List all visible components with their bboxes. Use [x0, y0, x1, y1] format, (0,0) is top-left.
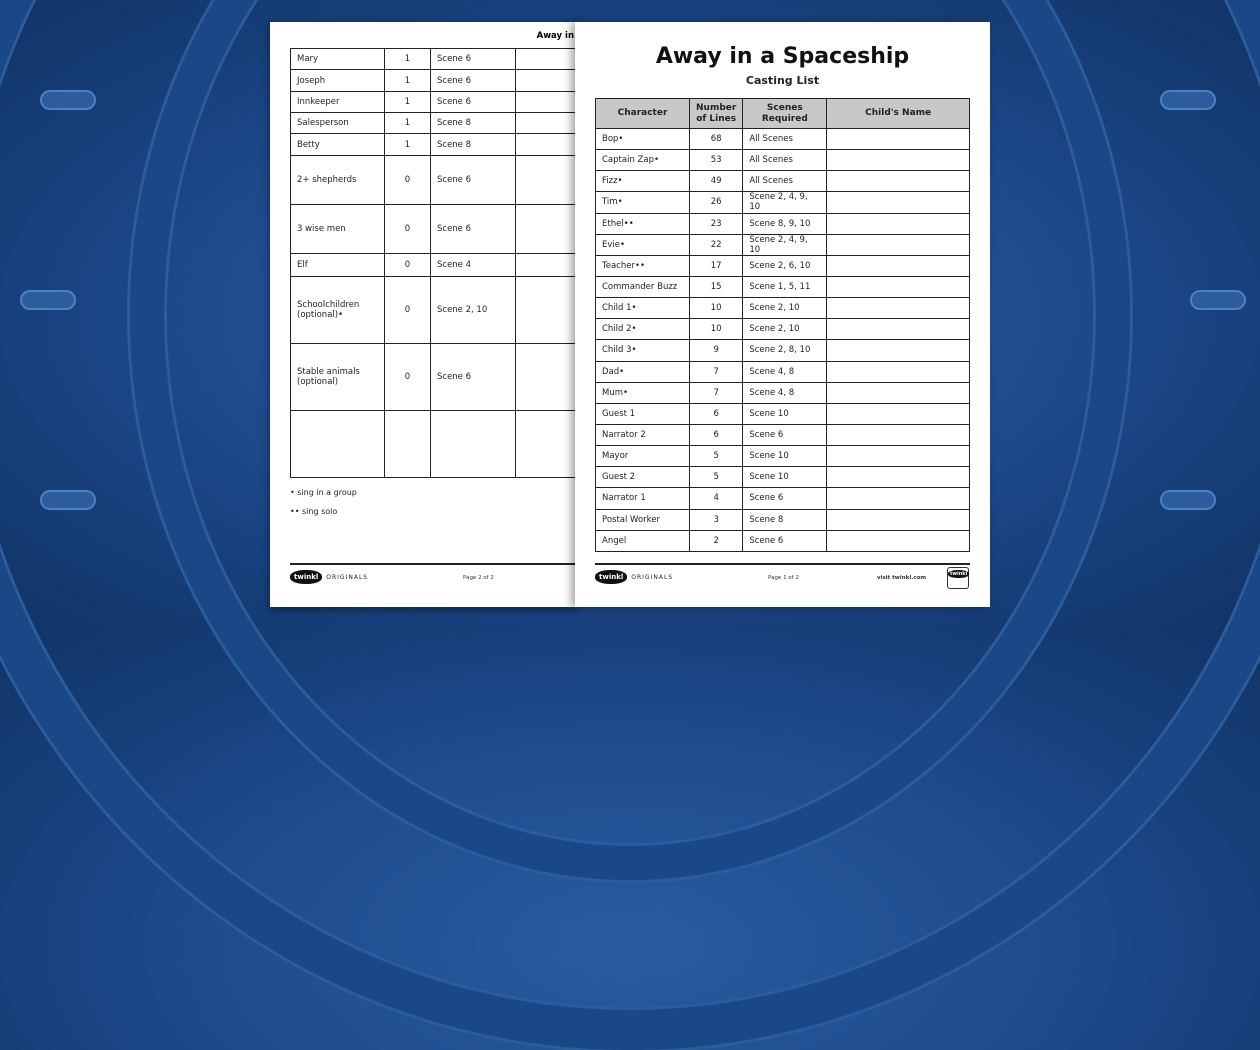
cell-lines: 5	[690, 467, 743, 488]
cell-scenes: Scene 8	[743, 509, 827, 530]
cell-scenes: Scene 6	[431, 49, 516, 70]
cell-character: Child 1•	[596, 298, 690, 319]
table-row	[291, 411, 577, 478]
cell-scenes: Scene 4, 8	[743, 361, 827, 382]
casting-table	[595, 98, 970, 552]
badge-text: twinkl	[950, 571, 968, 577]
cell-childs-name[interactable]	[827, 234, 970, 255]
cell-lines: 22	[690, 234, 743, 255]
cell-character: Bop•	[596, 129, 690, 150]
cell-scenes: Scene 8	[431, 113, 516, 134]
cell-scenes: Scene 2, 8, 10	[743, 340, 827, 361]
table-row	[596, 192, 970, 213]
table-row	[596, 171, 970, 192]
cell-lines: 23	[690, 213, 743, 234]
table-row	[596, 509, 970, 530]
table-row	[596, 234, 970, 255]
cell-character: Mary	[291, 49, 385, 70]
cell-childs-name[interactable]	[516, 92, 577, 113]
table-row	[596, 446, 970, 467]
cell-scenes: All Scenes	[743, 129, 827, 150]
cell-lines: 17	[690, 255, 743, 276]
cell-childs-name[interactable]	[827, 424, 970, 445]
cell-lines: 1	[385, 92, 431, 113]
table-row	[291, 205, 577, 254]
cell-childs-name[interactable]	[827, 488, 970, 509]
originals-text: ORIGINALS	[631, 573, 674, 581]
cell-childs-name[interactable]	[516, 156, 577, 205]
cell-childs-name[interactable]	[827, 403, 970, 424]
cell-childs-name[interactable]	[827, 171, 970, 192]
cell-lines: 6	[690, 424, 743, 445]
originals-text: ORIGINALS	[326, 573, 369, 581]
cell-childs-name[interactable]	[827, 361, 970, 382]
table-row	[596, 340, 970, 361]
cell-lines: 0	[385, 156, 431, 205]
logo-text: twinkl	[595, 570, 627, 584]
table-row	[291, 113, 577, 134]
page-2	[270, 22, 576, 607]
cell-lines: 10	[690, 319, 743, 340]
cell-character: Child 3•	[596, 340, 690, 361]
cell-childs-name[interactable]	[827, 319, 970, 340]
table-row	[291, 254, 577, 277]
key-group: • sing in a group	[290, 488, 357, 497]
table-row	[596, 424, 970, 445]
table-row	[596, 298, 970, 319]
cell-scenes: Scene 2, 6, 10	[743, 255, 827, 276]
table-row	[596, 530, 970, 551]
cell-character: Teacher••	[596, 255, 690, 276]
cell-childs-name[interactable]	[516, 70, 577, 92]
cell-childs-name[interactable]	[827, 382, 970, 403]
logo-text: twinkl	[290, 570, 322, 584]
cell-scenes: Scene 4	[431, 254, 516, 277]
cell-lines: 1	[385, 134, 431, 156]
footer-divider	[290, 563, 576, 565]
cell-lines: 26	[690, 192, 743, 213]
cell-lines: 0	[385, 344, 431, 411]
cell-character: Mum•	[596, 382, 690, 403]
cell-lines: 9	[690, 340, 743, 361]
cell-lines: 1	[385, 49, 431, 70]
cell-scenes	[431, 411, 516, 478]
cell-scenes: Scene 6	[431, 70, 516, 92]
cell-character: Betty	[291, 134, 385, 156]
cell-childs-name[interactable]	[827, 213, 970, 234]
cell-lines: 6	[690, 403, 743, 424]
cell-scenes: Scene 6	[431, 156, 516, 205]
page-1	[575, 22, 990, 607]
cell-character: Guest 1	[596, 403, 690, 424]
column-header-scenes: Scenes Required	[743, 99, 827, 129]
cell-character: Joseph	[291, 70, 385, 92]
cell-scenes: Scene 2, 10	[743, 298, 827, 319]
cell-character: Dad•	[596, 361, 690, 382]
cell-scenes: Scene 2, 10	[743, 319, 827, 340]
cell-lines: 7	[690, 361, 743, 382]
cell-lines: 2	[690, 530, 743, 551]
twinkl-originals-logo	[290, 570, 368, 584]
cell-lines: 49	[690, 171, 743, 192]
cell-character: Child 2•	[596, 319, 690, 340]
table-row	[291, 344, 577, 411]
cell-scenes: Scene 6	[431, 92, 516, 113]
cell-lines: 0	[385, 205, 431, 254]
cell-lines: 0	[385, 254, 431, 277]
cell-character: 3 wise men	[291, 205, 385, 254]
cell-childs-name[interactable]	[827, 255, 970, 276]
table-row	[596, 129, 970, 150]
cell-childs-name[interactable]	[827, 192, 970, 213]
table-row	[291, 156, 577, 205]
cell-childs-name[interactable]	[516, 254, 577, 277]
table-row	[291, 277, 577, 344]
document-title: Away in a Spaceship	[655, 44, 910, 69]
table-row	[596, 382, 970, 403]
cell-scenes: Scene 8	[431, 134, 516, 156]
cell-scenes: Scene 2, 4, 9, 10	[743, 192, 827, 213]
cell-scenes: Scene 2, 4, 9, 10	[743, 234, 827, 255]
twinkl-originals-logo	[595, 570, 673, 584]
document-subtitle: Casting List	[745, 74, 820, 87]
table-row	[596, 319, 970, 340]
cell-scenes: Scene 6	[743, 530, 827, 551]
page-header: Away in	[536, 31, 574, 41]
cell-character: Commander Buzz	[596, 276, 690, 297]
cell-character: Fizz•	[596, 171, 690, 192]
table-row	[596, 213, 970, 234]
table-row	[596, 255, 970, 276]
cell-scenes: Scene 2, 10	[431, 277, 516, 344]
table-row	[596, 403, 970, 424]
cell-character: 2+ shepherds	[291, 156, 385, 205]
cell-childs-name[interactable]	[516, 411, 577, 478]
cell-lines: 5	[690, 446, 743, 467]
table-row	[291, 49, 577, 70]
cell-character: Elf	[291, 254, 385, 277]
cell-scenes: All Scenes	[743, 171, 827, 192]
cell-scenes: Scene 6	[431, 205, 516, 254]
cell-character: Postal Worker	[596, 509, 690, 530]
cell-scenes: Scene 8, 9, 10	[743, 213, 827, 234]
cell-scenes: All Scenes	[743, 150, 827, 171]
table-row	[596, 488, 970, 509]
cell-character: Mayor	[596, 446, 690, 467]
cell-childs-name[interactable]	[827, 129, 970, 150]
table-row	[291, 92, 577, 113]
cell-scenes: Scene 10	[743, 403, 827, 424]
footer-divider	[595, 563, 970, 565]
key-solo: •• sing solo	[290, 507, 338, 516]
cell-character: Evie•	[596, 234, 690, 255]
cell-childs-name[interactable]	[827, 509, 970, 530]
cell-childs-name[interactable]	[516, 205, 577, 254]
cell-childs-name[interactable]	[516, 49, 577, 70]
cell-lines: 3	[690, 509, 743, 530]
cell-character: Ethel••	[596, 213, 690, 234]
cell-scenes: Scene 6	[743, 424, 827, 445]
quality-badge	[947, 567, 969, 589]
table-row	[291, 134, 577, 156]
table-row	[596, 150, 970, 171]
cell-childs-name[interactable]	[516, 113, 577, 134]
cell-character: Innkeeper	[291, 92, 385, 113]
cell-childs-name[interactable]	[516, 134, 577, 156]
cell-character: Captain Zap•	[596, 150, 690, 171]
cell-character	[291, 411, 385, 478]
cell-childs-name[interactable]	[516, 277, 577, 344]
cell-scenes: Scene 4, 8	[743, 382, 827, 403]
cell-lines: 0	[385, 277, 431, 344]
cell-lines: 4	[690, 488, 743, 509]
cell-character: Salesperson	[291, 113, 385, 134]
column-header-childs-name: Child's Name	[827, 99, 970, 129]
cell-lines: 10	[690, 298, 743, 319]
cell-character: Guest 2	[596, 467, 690, 488]
column-header-lines: Number of Lines	[690, 99, 743, 129]
page-number: Page 1 of 2	[768, 575, 799, 581]
table-row	[596, 276, 970, 297]
cell-scenes: Scene 6	[743, 488, 827, 509]
cell-childs-name[interactable]	[827, 298, 970, 319]
cell-lines: 1	[385, 70, 431, 92]
cell-scenes: Scene 6	[431, 344, 516, 411]
cell-lines: 7	[690, 382, 743, 403]
cell-lines: 68	[690, 129, 743, 150]
cell-lines: 53	[690, 150, 743, 171]
cell-scenes: Scene 10	[743, 446, 827, 467]
cell-character: Stable animals (optional)	[291, 344, 385, 411]
cell-character: Angel	[596, 530, 690, 551]
table-row	[596, 361, 970, 382]
cell-character: Narrator 2	[596, 424, 690, 445]
cell-lines: 15	[690, 276, 743, 297]
cell-childs-name[interactable]	[516, 344, 577, 411]
cell-scenes: Scene 1, 5, 11	[743, 276, 827, 297]
table-row	[596, 467, 970, 488]
cell-childs-name[interactable]	[827, 446, 970, 467]
cell-childs-name[interactable]	[827, 340, 970, 361]
casting-table-continued	[290, 48, 576, 478]
cell-childs-name[interactable]	[827, 467, 970, 488]
cell-childs-name[interactable]	[827, 276, 970, 297]
page-number: Page 2 of 2	[463, 575, 494, 581]
table-row	[291, 70, 577, 92]
cell-character: Tim•	[596, 192, 690, 213]
cell-childs-name[interactable]	[827, 530, 970, 551]
cell-lines	[385, 411, 431, 478]
cell-character: Narrator 1	[596, 488, 690, 509]
cell-childs-name[interactable]	[827, 150, 970, 171]
cell-scenes: Scene 10	[743, 467, 827, 488]
cell-character: Schoolchildren (optional)•	[291, 277, 385, 344]
website-link[interactable]: visit twinkl.com	[877, 575, 927, 581]
column-header-character: Character	[596, 99, 690, 129]
cell-lines: 1	[385, 113, 431, 134]
